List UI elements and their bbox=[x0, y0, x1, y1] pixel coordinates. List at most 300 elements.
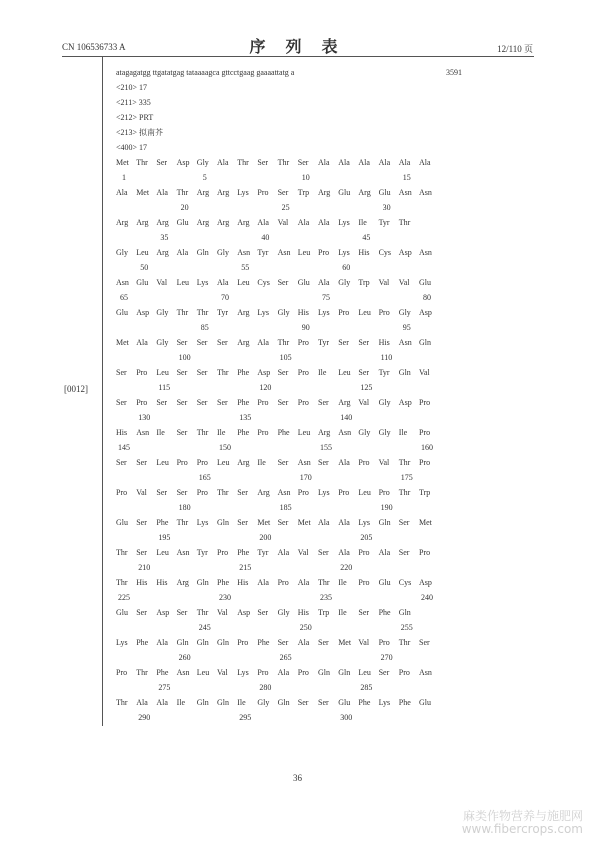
position-number: 70 bbox=[221, 293, 229, 302]
amino-acid: Ser bbox=[217, 338, 228, 347]
amino-acid: Asp bbox=[176, 158, 190, 167]
aa-row bbox=[116, 425, 436, 440]
position-row bbox=[116, 680, 436, 695]
amino-acid: Asp bbox=[257, 368, 271, 377]
amino-acid: Gln bbox=[217, 698, 229, 707]
amino-acid: Ser bbox=[176, 608, 188, 617]
amino-acid: Pro bbox=[419, 548, 431, 557]
amino-acid: His bbox=[116, 428, 128, 437]
amino-acid: Pro bbox=[378, 308, 390, 317]
amino-acid: Pro bbox=[116, 668, 128, 677]
page-title: 序 列 表 bbox=[249, 39, 346, 56]
amino-acid: Ser bbox=[156, 158, 168, 167]
amino-acid: Asp bbox=[136, 308, 150, 317]
amino-acid: Arg bbox=[116, 218, 129, 227]
amino-acid: Ser bbox=[318, 458, 329, 467]
amino-acid: Lys bbox=[116, 638, 128, 647]
amino-acid: Arg bbox=[196, 218, 210, 227]
amino-acid: Val bbox=[136, 488, 147, 497]
amino-acid: Thr bbox=[196, 608, 209, 617]
amino-acid: Leu bbox=[136, 248, 149, 257]
position-number: 60 bbox=[342, 263, 351, 272]
amino-acid: Arg bbox=[237, 458, 250, 467]
seq-tag-210: <210> 17 bbox=[116, 83, 148, 92]
amino-acid: Gln bbox=[196, 638, 209, 647]
aa-row bbox=[116, 275, 436, 290]
amino-acid: Ser bbox=[237, 488, 248, 497]
amino-acid: Thr bbox=[398, 488, 411, 497]
position-number: 30 bbox=[382, 203, 391, 212]
amino-acid: Ala bbox=[277, 548, 290, 557]
position-row bbox=[116, 290, 436, 305]
amino-acid: Pro bbox=[378, 638, 390, 647]
amino-acid: Asn bbox=[176, 548, 190, 557]
amino-acid: Ala bbox=[297, 578, 310, 587]
amino-acid: Pro bbox=[358, 458, 370, 467]
amino-acid: Pro bbox=[176, 458, 188, 467]
amino-acid: Leu bbox=[338, 368, 351, 377]
amino-acid: Ala bbox=[318, 278, 330, 287]
amino-acid: Ser bbox=[398, 548, 410, 557]
amino-acid: Tyr bbox=[378, 368, 390, 377]
amino-acid: Ala bbox=[257, 218, 269, 227]
amino-acid: Ile bbox=[176, 698, 186, 707]
position-number: 10 bbox=[301, 173, 310, 182]
amino-acid: Pro bbox=[136, 398, 148, 407]
amino-acid: Ser bbox=[136, 608, 147, 617]
amino-acid: His bbox=[237, 578, 249, 587]
position-number: 150 bbox=[219, 443, 231, 452]
amino-acid: Val bbox=[358, 638, 370, 647]
position-number: 160 bbox=[421, 443, 433, 452]
amino-acid: Gln bbox=[196, 698, 209, 707]
amino-acid: Arg bbox=[237, 338, 250, 347]
dna-sequence-text: atagagatgg ttgatatgag tataaaagca gttcctgaag gaaaattatg a bbox=[116, 68, 295, 77]
amino-acid: Gln bbox=[196, 248, 209, 257]
amino-acid: Asp bbox=[237, 608, 251, 617]
position-number: 1 bbox=[122, 173, 126, 182]
amino-acid: Met bbox=[116, 158, 129, 167]
amino-acid: Cys bbox=[398, 578, 412, 587]
position-number: 120 bbox=[259, 383, 272, 392]
position-number: 135 bbox=[239, 413, 252, 422]
amino-acid: Phe bbox=[237, 368, 250, 377]
amino-acid: Met bbox=[338, 638, 352, 647]
amino-acid: Ala bbox=[116, 188, 128, 197]
amino-acid: Arg bbox=[318, 428, 331, 437]
amino-acid: Asp bbox=[156, 608, 170, 617]
amino-acid: Phe bbox=[277, 428, 290, 437]
amino-acid: Pro bbox=[338, 308, 350, 317]
amino-acid: Ser bbox=[116, 458, 127, 467]
amino-acid: Leu bbox=[196, 668, 210, 677]
amino-acid: Lys bbox=[257, 308, 269, 317]
position-number: 205 bbox=[360, 533, 373, 542]
amino-acid: Ser bbox=[378, 668, 390, 677]
amino-acid: Ala bbox=[257, 578, 269, 587]
amino-acid: Val bbox=[217, 608, 228, 617]
aa-row bbox=[116, 185, 436, 200]
aa-row bbox=[116, 485, 436, 500]
amino-acid: Asn bbox=[116, 278, 129, 287]
amino-acid: Val bbox=[419, 368, 430, 377]
aa-row bbox=[116, 155, 436, 170]
dna-sequence-position: 3591 bbox=[446, 68, 462, 77]
amino-acid: Thr bbox=[176, 308, 189, 317]
position-number: 85 bbox=[200, 323, 209, 332]
amino-acid: Trp bbox=[318, 608, 330, 617]
position-number: 75 bbox=[322, 293, 330, 302]
sequence-listing bbox=[116, 65, 462, 725]
amino-acid: Gln bbox=[217, 518, 229, 527]
amino-acid: Ala bbox=[176, 248, 189, 257]
amino-acid: Gly bbox=[398, 308, 411, 317]
aa-row bbox=[116, 545, 436, 560]
position-number: 25 bbox=[281, 203, 290, 212]
amino-acid: Val bbox=[156, 278, 168, 287]
amino-acid: Met bbox=[136, 188, 150, 197]
position-number: 285 bbox=[360, 683, 373, 692]
position-row bbox=[116, 620, 436, 635]
aa-row bbox=[116, 515, 436, 530]
aa-row bbox=[116, 395, 436, 410]
position-number: 125 bbox=[360, 383, 373, 392]
amino-acid: Pro bbox=[297, 368, 309, 377]
amino-acid: Glu bbox=[116, 608, 128, 617]
amino-acid: Ala bbox=[338, 548, 350, 557]
amino-acid: Ser bbox=[277, 398, 289, 407]
amino-acid: Gln bbox=[338, 668, 351, 677]
amino-acid: Phe bbox=[217, 578, 229, 587]
position-row bbox=[116, 500, 436, 515]
amino-acid: Arg bbox=[196, 188, 210, 197]
amino-acid: Gly bbox=[257, 698, 270, 707]
amino-acid: Gly bbox=[277, 608, 290, 617]
amino-acid: Pro bbox=[196, 488, 208, 497]
position-number: 215 bbox=[239, 563, 252, 572]
amino-acid: Arg bbox=[358, 188, 371, 197]
position-number: 265 bbox=[279, 653, 292, 662]
amino-acid: Pro bbox=[297, 668, 309, 677]
amino-acid: Ser bbox=[176, 488, 188, 497]
amino-acid: Ser bbox=[176, 338, 188, 347]
amino-acid: Ala bbox=[398, 158, 411, 167]
amino-acid: Phe bbox=[237, 398, 250, 407]
amino-acid: Leu bbox=[176, 278, 190, 287]
aa-row bbox=[116, 455, 436, 470]
amino-acid: Ala bbox=[277, 668, 290, 677]
amino-acid: His bbox=[297, 308, 309, 317]
amino-acid: Met bbox=[116, 338, 129, 347]
amino-acid: Pro bbox=[277, 578, 289, 587]
amino-acid: Ser bbox=[176, 368, 188, 377]
amino-acid: Ala bbox=[318, 518, 330, 527]
position-row bbox=[116, 350, 436, 365]
amino-acid: Ser bbox=[257, 158, 269, 167]
amino-acid: Gln bbox=[196, 578, 209, 587]
amino-acid: Trp bbox=[297, 188, 310, 197]
amino-acid: Ser bbox=[136, 458, 147, 467]
amino-acid: Phe bbox=[237, 548, 250, 557]
position-number: 105 bbox=[279, 353, 292, 362]
amino-acid: Gly bbox=[217, 248, 229, 257]
amino-acid: Pro bbox=[419, 458, 431, 467]
amino-acid: Gln bbox=[419, 338, 431, 347]
amino-acid-table bbox=[116, 155, 456, 725]
amino-acid: Tyr bbox=[257, 548, 269, 557]
amino-acid: Ser bbox=[196, 368, 208, 377]
amino-acid: Ala bbox=[156, 698, 168, 707]
position-number: 185 bbox=[279, 503, 292, 512]
amino-acid: Asp bbox=[398, 398, 412, 407]
amino-acid: Val bbox=[378, 278, 390, 287]
amino-acid: Gly bbox=[378, 428, 391, 437]
amino-acid: Pro bbox=[297, 338, 309, 347]
amino-acid: Ser bbox=[358, 338, 370, 347]
amino-acid: Cys bbox=[257, 278, 270, 287]
position-number: 130 bbox=[138, 413, 151, 422]
amino-acid: His bbox=[136, 578, 148, 587]
position-number: 165 bbox=[198, 473, 211, 482]
amino-acid: His bbox=[297, 608, 309, 617]
amino-acid: Ala bbox=[358, 158, 370, 167]
position-number: 235 bbox=[320, 593, 332, 602]
amino-acid: Ser bbox=[297, 698, 309, 707]
amino-acid: Val bbox=[217, 668, 228, 677]
amino-acid: Glu bbox=[297, 278, 310, 287]
amino-acid: Phe bbox=[237, 428, 250, 437]
position-row bbox=[116, 260, 436, 275]
watermark-line1: 麻类作物营养与施肥网 bbox=[462, 809, 583, 823]
amino-acid: Ser bbox=[398, 518, 410, 527]
amino-acid: Ser bbox=[136, 548, 147, 557]
amino-acid: Pro bbox=[358, 548, 370, 557]
amino-acid: Pro bbox=[257, 398, 269, 407]
amino-acid: Tyr bbox=[217, 308, 228, 317]
amino-acid: Phe bbox=[156, 518, 169, 527]
amino-acid: Thr bbox=[398, 638, 411, 647]
amino-acid: Gln bbox=[217, 638, 229, 647]
amino-acid: Arg bbox=[136, 218, 149, 227]
position-number: 20 bbox=[180, 203, 189, 212]
amino-acid: Phe bbox=[358, 698, 371, 707]
position-number: 35 bbox=[160, 233, 169, 242]
amino-acid: Gly bbox=[378, 398, 391, 407]
position-number: 290 bbox=[138, 713, 151, 722]
position-number: 170 bbox=[299, 473, 312, 482]
aa-row bbox=[116, 605, 436, 620]
aa-row bbox=[116, 245, 436, 260]
position-row bbox=[116, 200, 436, 215]
amino-acid: Glu bbox=[338, 698, 351, 707]
amino-acid: His bbox=[156, 578, 168, 587]
amino-acid: Ser bbox=[237, 518, 248, 527]
amino-acid: Asp bbox=[419, 578, 432, 587]
amino-acid: Pro bbox=[419, 398, 431, 407]
position-number: 80 bbox=[423, 293, 431, 302]
position-row bbox=[116, 440, 436, 455]
amino-acid: Ser bbox=[156, 488, 168, 497]
position-number: 275 bbox=[158, 683, 171, 692]
amino-acid: Trp bbox=[419, 488, 431, 497]
amino-acid: Ser bbox=[136, 518, 147, 527]
header-rule bbox=[62, 56, 534, 57]
amino-acid: Ile bbox=[156, 428, 165, 437]
position-number: 195 bbox=[158, 533, 171, 542]
position-number: 15 bbox=[402, 173, 411, 182]
position-number: 295 bbox=[239, 713, 252, 722]
seq-tag-400: <400> 17 bbox=[116, 143, 148, 152]
position-row bbox=[116, 590, 436, 605]
position-row bbox=[116, 230, 436, 245]
position-number: 40 bbox=[261, 233, 270, 242]
amino-acid: Val bbox=[277, 218, 289, 227]
amino-acid: Asp bbox=[419, 308, 432, 317]
amino-acid: Met bbox=[419, 518, 432, 527]
amino-acid: Tyr bbox=[318, 338, 329, 347]
position-number: 50 bbox=[140, 263, 149, 272]
amino-acid: Thr bbox=[176, 188, 189, 197]
amino-acid: Pro bbox=[257, 188, 269, 197]
amino-acid: Phe bbox=[156, 668, 169, 677]
position-number: 270 bbox=[380, 653, 393, 662]
position-number: 65 bbox=[120, 293, 128, 302]
position-number: 155 bbox=[320, 443, 332, 452]
position-number: 140 bbox=[340, 413, 353, 422]
amino-acid: Ser bbox=[419, 638, 430, 647]
amino-acid: Ala bbox=[419, 158, 431, 167]
position-number: 200 bbox=[259, 533, 272, 542]
amino-acid: Ser bbox=[217, 398, 228, 407]
seq-tag-213: <213> 拟南芥 bbox=[116, 128, 164, 137]
aa-row bbox=[116, 335, 436, 350]
amino-acid: Ser bbox=[338, 338, 349, 347]
amino-acid: Pro bbox=[378, 488, 390, 497]
amino-acid: Ser bbox=[277, 368, 289, 377]
position-number: 245 bbox=[198, 623, 211, 632]
position-number: 90 bbox=[301, 323, 310, 332]
amino-acid: Gly bbox=[338, 278, 351, 287]
amino-acid: Cys bbox=[378, 248, 392, 257]
amino-acid: Ala bbox=[297, 638, 310, 647]
position-row bbox=[116, 560, 436, 575]
position-number: 5 bbox=[202, 173, 207, 182]
amino-acid: Gly bbox=[156, 308, 169, 317]
amino-acid: Thr bbox=[116, 578, 128, 587]
amino-acid: Ser bbox=[318, 638, 329, 647]
amino-acid: Pro bbox=[419, 428, 431, 437]
amino-acid: Arg bbox=[257, 488, 270, 497]
amino-acid: Trp bbox=[358, 278, 370, 287]
amino-acid: Thr bbox=[116, 698, 128, 707]
position-number: 300 bbox=[340, 713, 353, 722]
amino-acid: Thr bbox=[318, 578, 330, 587]
amino-acid: Ser bbox=[277, 638, 289, 647]
amino-acid: Thr bbox=[116, 548, 128, 557]
amino-acid: Glu bbox=[136, 278, 149, 287]
amino-acid: Lys bbox=[237, 188, 249, 197]
amino-acid: Asp bbox=[398, 248, 412, 257]
aa-row bbox=[116, 365, 436, 380]
amino-acid: Lys bbox=[338, 248, 350, 257]
amino-acid: Leu bbox=[237, 278, 250, 287]
amino-acid: Glu bbox=[116, 518, 128, 527]
amino-acid: Tyr bbox=[196, 548, 208, 557]
position-number: 45 bbox=[362, 233, 371, 242]
amino-acid: Asn bbox=[338, 428, 352, 437]
position-row bbox=[116, 710, 436, 725]
seq-tag-211: <211> 335 bbox=[116, 98, 151, 107]
amino-acid: Pro bbox=[297, 488, 309, 497]
amino-acid: Asn bbox=[297, 458, 311, 467]
amino-acid: Ile bbox=[257, 458, 266, 467]
amino-acid: Ile bbox=[358, 218, 367, 227]
amino-acid: Ala bbox=[136, 698, 148, 707]
amino-acid: Arg bbox=[318, 188, 331, 197]
amino-acid: Ser bbox=[297, 158, 309, 167]
amino-acid: Arg bbox=[156, 248, 169, 257]
amino-acid: Pro bbox=[196, 458, 208, 467]
position-number: 260 bbox=[178, 653, 191, 662]
margin-rule bbox=[102, 56, 103, 726]
amino-acid: Pro bbox=[116, 488, 128, 497]
amino-acid: Thr bbox=[217, 488, 229, 497]
amino-acid: His bbox=[378, 338, 390, 347]
amino-acid: Ala bbox=[217, 158, 229, 167]
amino-acid: Asn bbox=[237, 248, 251, 257]
amino-acid: Ser bbox=[116, 398, 127, 407]
dna-sequence-line bbox=[116, 65, 462, 80]
amino-acid: Asn bbox=[419, 668, 432, 677]
amino-acid: Thr bbox=[217, 368, 229, 377]
position-number: 55 bbox=[241, 263, 250, 272]
amino-acid: Gly bbox=[277, 308, 290, 317]
aa-row bbox=[116, 665, 436, 680]
amino-acid: Asn bbox=[176, 668, 190, 677]
amino-acid: Ile bbox=[318, 368, 327, 377]
amino-acid: Glu bbox=[419, 278, 431, 287]
amino-acid: Ile bbox=[217, 428, 226, 437]
amino-acid: Arg bbox=[217, 188, 230, 197]
amino-acid: Ala bbox=[217, 278, 229, 287]
amino-acid: Glu bbox=[338, 188, 351, 197]
amino-acid: Ser bbox=[277, 458, 289, 467]
amino-acid: Leu bbox=[156, 548, 169, 557]
amino-acid: Asn bbox=[419, 248, 432, 257]
amino-acid: Phe bbox=[257, 638, 270, 647]
amino-acid: Asn bbox=[398, 188, 412, 197]
amino-acid: Ser bbox=[176, 428, 188, 437]
amino-acid: Ser bbox=[196, 398, 208, 407]
amino-acid: Ala bbox=[136, 338, 148, 347]
amino-acid: Ala bbox=[338, 518, 350, 527]
watermark bbox=[462, 810, 583, 836]
amino-acid: Glu bbox=[378, 578, 391, 587]
amino-acid: His bbox=[358, 248, 370, 257]
amino-acid: Pro bbox=[297, 398, 309, 407]
amino-acid: Phe bbox=[398, 698, 411, 707]
amino-acid: Ala bbox=[156, 638, 168, 647]
amino-acid: Ala bbox=[156, 188, 168, 197]
amino-acid: Met bbox=[297, 518, 311, 527]
position-number: 220 bbox=[340, 563, 353, 572]
amino-acid: Pro bbox=[136, 368, 148, 377]
position-number: 280 bbox=[259, 683, 272, 692]
amino-acid: Ser bbox=[156, 398, 168, 407]
amino-acid: Leu bbox=[156, 368, 169, 377]
amino-acid: Gln bbox=[378, 518, 391, 527]
amino-acid: Ala bbox=[338, 158, 350, 167]
